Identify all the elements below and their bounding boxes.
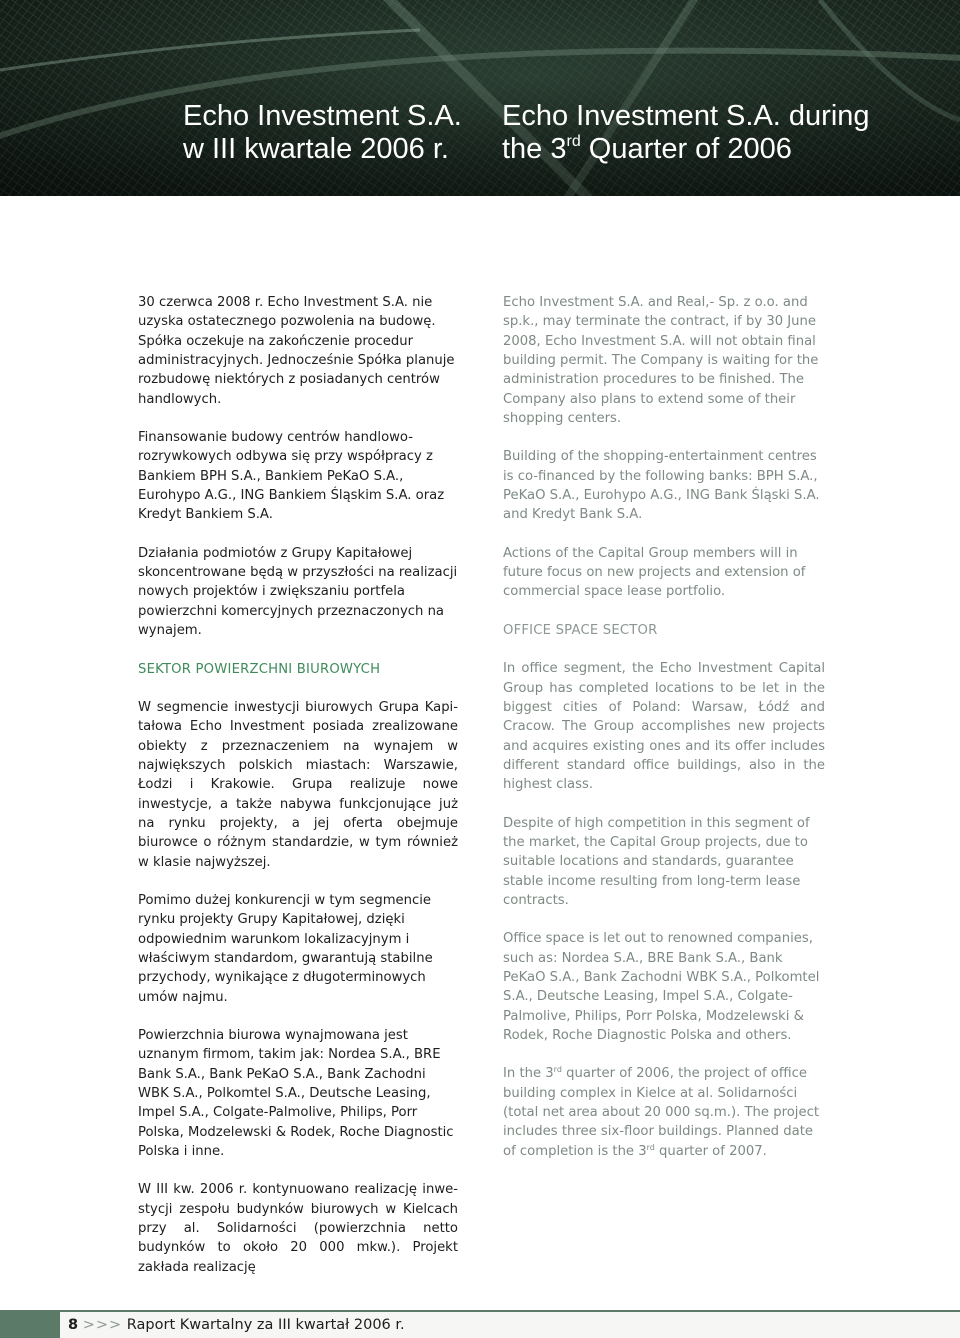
pl-paragraph-2: Finansowanie budowy centrów handlowo-rozrywkowych odbywa się przy współpracy z Bankiem BPH S.A., Bankiem PeKaO S.A., Eurohypo A.G., ING Bankiem Śląskim S.A. oraz Kredyt Bankiem S.A.	[138, 430, 445, 523]
en-paragraph-7	[503, 1064, 825, 1161]
title-pl-line1: Echo Investment S.A.	[183, 100, 462, 132]
title-pl-line2: w III kwartale 2006 r.	[183, 133, 449, 165]
steel-mesh-photo	[0, 0, 960, 196]
en-p7-mid: quarter of 2006, the project of office building complex in Kielce at al. Solidarności (total net area about 20 000 sq.m.). The project includes three six-floor buildings. Planned date of completion is the 3	[503, 1066, 819, 1159]
en-section-heading: OFFICE SPACE SECTOR	[503, 622, 658, 638]
pl-paragraph-4: W segmencie inwestycji biurowych Grupa Kapitałowa Echo Investment posiada zrealizowane obiekty z przeznaczeniem na wynajem w największych polskich miastach: Warszawie, Łodzi i Krakowie. Grupa realizuje nowe inwestycje, a także nabywa funkcjonujące już na rynku projekty, a jej oferta obejmuje biurowce o różnym standardzie, w tym również w klasie najwyższej.	[138, 699, 458, 870]
en-paragraph-1: Echo Investment S.A. and Real,- Sp. z o.o. and sp.k., may terminate the contract, if by 30 June 2008, Echo Investment S.A. will not obtain final building permit. The Company is waiting for the administration procedures to be finished. The Company also plans to extend some of their shopping centers.	[503, 295, 819, 427]
pl-paragraph-5: Pomimo dużej konkurencji w tym segmencie rynku projekty Grupy Kapitałowej, dzięki odpowiednim warunkom lokalizacyjnym i właściwym standardom, gwarantują stabilne przychody, wynikające z długoterminowych umów najmu.	[138, 892, 433, 1005]
page-title-english	[502, 100, 870, 166]
en-paragraph-3: Actions of the Capital Group members will in future focus on new projects and extension of commercial space lease portfolio.	[503, 545, 806, 600]
pl-paragraph-3: Działania podmiotów z Grupy Kapitałowej skoncentrowane będą w przyszłości na realizacji nowych projektów i zwiększaniu portfela powierzchni komercyjnych przeznaczonych na wynajem.	[138, 545, 458, 639]
pl-paragraph-6: Powierzchnia biurowa wynajmowana jest uznanym firmom, takim jak: Nordea S.A., BRE Bank S.A., Bank PeKaO S.A., Bank Zachodni WBK S.A., Polkomtel S.A., Deutsche Leasing, Impel S.A., Colgate-Palmolive, Philips, Porr Polska, Modzelewski & Rodek, Roche Diagnostic Polska i inne.	[138, 1028, 454, 1160]
pl-paragraph-7: W III kw. 2006 r. kontynuowano realizację inwestycji zespołu budynków biurowych w Kielcach przy al. Solidarności (powierzchnia netto budynków to około 20 000 mkw.). Projekt zakłada realizację	[138, 1182, 458, 1275]
en-paragraph-4: In office segment, the Echo Investment Capital Group has completed locations to be let in the biggest cities of Poland: Warsaw, Łódź and Cracow. The Group accomplishes new projects and acquires existing ones and its offer includes different standard office buildings, also in the highest class.	[503, 661, 825, 793]
english-column	[503, 293, 825, 1180]
title-en-line2	[502, 133, 870, 166]
en-p7-sup: rd	[553, 1065, 562, 1075]
en-paragraph-5: Despite of high competition in this segment of the market, the Capital Group projects, due to suitable locations and standards, guarantee stable income resulting from long-term lease contracts.	[503, 815, 810, 908]
pl-section-heading: SEKTOR POWIERZCHNI BIUROWYCH	[138, 661, 381, 677]
header-banner	[0, 0, 960, 196]
title-en-pre: the 3	[502, 133, 567, 165]
pl-paragraph-1: 30 czerwca 2008 r. Echo Investment S.A. nie uzyska ostatecznego pozwolenia na budowę. Spółka oczekuje na zakończenie procedur administracyjnych. Jednocześnie Spółka planuje rozbudowę niektórych z posiadanych centrów handlowych.	[138, 295, 455, 407]
page-number: 8	[68, 1317, 79, 1333]
title-en-sup: rd	[566, 133, 581, 150]
en-paragraph-2: Building of the shopping-entertainment centres is co-financed by the following banks: BPH S.A., PeKaO S.A., Eurohypo A.G., ING Bank Śląski S.A. and Kredyt Bank S.A.	[503, 449, 820, 523]
en-p7-pre: In the 3	[503, 1066, 554, 1082]
en-paragraph-6: Office space is let out to renowned companies, such as: Nordea S.A., BRE Bank S.A., Bank PeKaO S.A., Bank Zachodni WBK S.A., Polkomtel S.A., Deutsche Leasing, Impel S.A., Colgate-Palmolive, Philips, Porr Polska, Modzelewski & Rodek, Roche Diagnostic Polska and others.	[503, 931, 820, 1043]
title-en-post: Quarter of 2006	[580, 133, 792, 165]
footer-report-title: Raport Kwartalny za III kwartał 2006 r.	[126, 1317, 405, 1333]
page-title-polish	[183, 100, 462, 166]
footer-caption	[68, 1315, 405, 1335]
title-en-line1: Echo Investment S.A. during	[502, 100, 870, 132]
footer	[0, 1310, 960, 1338]
polish-column	[138, 293, 458, 1296]
en-p7-sup2: rd	[646, 1142, 655, 1152]
footer-rule	[60, 1310, 960, 1312]
footer-accent-block	[0, 1310, 60, 1338]
footer-arrows: >>>	[82, 1317, 123, 1333]
en-p7-post: quarter of 2007.	[654, 1143, 767, 1159]
